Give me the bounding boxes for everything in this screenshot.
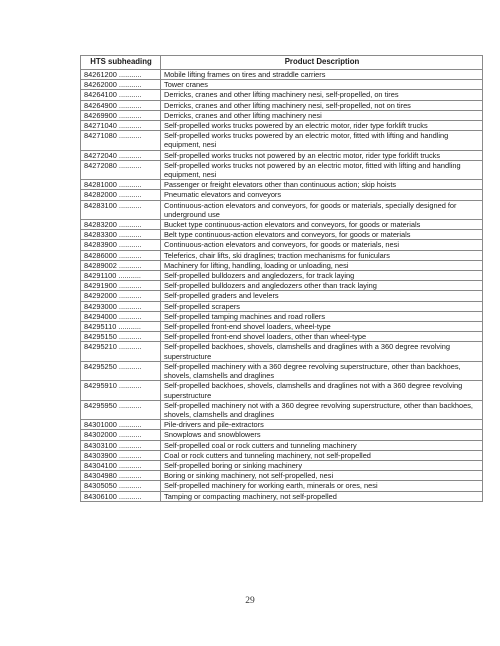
hts-code-cell: 84302000 ........... xyxy=(81,430,161,440)
hts-code-cell: 84283100 ........... xyxy=(81,200,161,219)
table-row xyxy=(81,281,483,291)
table-row xyxy=(81,271,483,281)
table-body xyxy=(81,70,483,502)
table-header xyxy=(81,56,483,70)
product-description-cell: Machinery for lifting, handling, loading or unloading, nesi xyxy=(161,260,483,270)
table-row xyxy=(81,322,483,332)
table-row xyxy=(81,450,483,460)
table-row xyxy=(81,481,483,491)
product-description-cell: Pile-drivers and pile-extractors xyxy=(161,420,483,430)
hts-code-cell: 84283300 ........... xyxy=(81,230,161,240)
product-description-cell: Self-propelled scrapers xyxy=(161,301,483,311)
hts-code-cell: 84303100 ........... xyxy=(81,440,161,450)
hts-code-cell: 84295110 ........... xyxy=(81,322,161,332)
table-row xyxy=(81,220,483,230)
hts-code-cell: 84295210 ........... xyxy=(81,342,161,361)
product-description-cell: Derricks, cranes and other lifting machinery nesi, self-propelled, on tires xyxy=(161,90,483,100)
table-row xyxy=(81,332,483,342)
hts-code-cell: 84271040 ........... xyxy=(81,121,161,131)
product-description-cell: Self-propelled front-end shovel loaders, wheel-type xyxy=(161,322,483,332)
product-description-cell: Self-propelled backhoes, shovels, clamshells and draglines with a 360 degree revolving superstructure xyxy=(161,342,483,361)
product-description-cell: Bucket type continuous-action elevators and conveyors, for goods or materials xyxy=(161,220,483,230)
product-description-cell: Self-propelled bulldozers and angledozers other than track laying xyxy=(161,281,483,291)
product-description-cell: Self-propelled backhoes, shovels, clamshells and draglines not with a 360 degree revolving superstructure xyxy=(161,381,483,400)
hts-code-cell: 84271080 ........... xyxy=(81,131,161,150)
product-description-cell: Self-propelled graders and levelers xyxy=(161,291,483,301)
table-row xyxy=(81,342,483,361)
hts-code-cell: 84262000 ........... xyxy=(81,80,161,90)
table-row xyxy=(81,400,483,419)
table-row xyxy=(81,311,483,321)
product-description-cell: Self-propelled boring or sinking machinery xyxy=(161,460,483,470)
table-row xyxy=(81,291,483,301)
hts-code-cell: 84295950 ........... xyxy=(81,400,161,419)
product-description-cell: Passenger or freight elevators other than continuous action; skip hoists xyxy=(161,180,483,190)
hts-code-cell: 84282000 ........... xyxy=(81,190,161,200)
product-description-cell: Pneumatic elevators and conveyors xyxy=(161,190,483,200)
table-row xyxy=(81,150,483,160)
hts-code-cell: 84295150 ........... xyxy=(81,332,161,342)
table-row xyxy=(81,440,483,450)
table-row xyxy=(81,190,483,200)
hts-code-cell: 84304100 ........... xyxy=(81,460,161,470)
hts-code-cell: 84289002 ........... xyxy=(81,260,161,270)
product-description-cell: Self-propelled works trucks powered by an electric motor, rider type forklift trucks xyxy=(161,121,483,131)
product-description-cell: Self-propelled tamping machines and road rollers xyxy=(161,311,483,321)
header-row xyxy=(81,56,483,70)
hts-code-cell: 84264100 ........... xyxy=(81,90,161,100)
hts-code-cell: 84295250 ........... xyxy=(81,361,161,380)
table-row xyxy=(81,160,483,179)
table-row xyxy=(81,491,483,501)
product-description-header: Product Description xyxy=(161,56,483,70)
product-description-cell: Teleferics, chair lifts, ski draglines; traction mechanisms for funiculars xyxy=(161,250,483,260)
table-row xyxy=(81,70,483,80)
table-row xyxy=(81,110,483,120)
table-row xyxy=(81,260,483,270)
table-row xyxy=(81,240,483,250)
table-row xyxy=(81,200,483,219)
hts-code-cell: 84283200 ........... xyxy=(81,220,161,230)
product-description-cell: Self-propelled coal or rock cutters and tunneling machinery xyxy=(161,440,483,450)
hts-code-cell: 84301000 ........... xyxy=(81,420,161,430)
product-description-cell: Self-propelled bulldozers and angledozers, for track laying xyxy=(161,271,483,281)
hts-code-cell: 84303900 ........... xyxy=(81,450,161,460)
product-description-cell: Self-propelled works trucks not powered by an electric motor, rider type forklift trucks xyxy=(161,150,483,160)
product-description-cell: Boring or sinking machinery, not self-propelled, nesi xyxy=(161,471,483,481)
table-row xyxy=(81,100,483,110)
table-row xyxy=(81,90,483,100)
product-description-cell: Mobile lifting frames on tires and straddle carriers xyxy=(161,70,483,80)
product-description-cell: Coal or rock cutters and tunneling machinery, not self-propelled xyxy=(161,450,483,460)
hts-code-cell: 84283900 ........... xyxy=(81,240,161,250)
hts-code-cell: 84261200 ........... xyxy=(81,70,161,80)
product-description-cell: Snowplows and snowblowers xyxy=(161,430,483,440)
table-row xyxy=(81,180,483,190)
hts-table xyxy=(80,55,483,502)
product-description-cell: Derricks, cranes and other lifting machinery nesi xyxy=(161,110,483,120)
table-row xyxy=(81,430,483,440)
hts-code-cell: 84305050 ........... xyxy=(81,481,161,491)
product-description-cell: Self-propelled works trucks not powered by an electric motor, fitted with lifting and handling equipment, nesi xyxy=(161,160,483,179)
hts-code-cell: 84294000 ........... xyxy=(81,311,161,321)
hts-code-cell: 84291900 ........... xyxy=(81,281,161,291)
table-row xyxy=(81,471,483,481)
hts-code-cell: 84304980 ........... xyxy=(81,471,161,481)
hts-code-cell: 84272040 ........... xyxy=(81,150,161,160)
hts-code-cell: 84286000 ........... xyxy=(81,250,161,260)
table-row xyxy=(81,361,483,380)
product-description-cell: Derricks, cranes and other lifting machinery nesi, self-propelled, not on tires xyxy=(161,100,483,110)
hts-subheading-header: HTS subheading xyxy=(81,56,161,70)
product-description-cell: Continuous-action elevators and conveyors, for goods or materials, specially designed for underground use xyxy=(161,200,483,219)
table-row xyxy=(81,80,483,90)
hts-code-cell: 84272080 ........... xyxy=(81,160,161,179)
table-row xyxy=(81,250,483,260)
product-description-cell: Belt type continuous-action elevators and conveyors, for goods or materials xyxy=(161,230,483,240)
table-row xyxy=(81,131,483,150)
product-description-cell: Self-propelled front-end shovel loaders, other than wheel-type xyxy=(161,332,483,342)
hts-code-cell: 84293000 ........... xyxy=(81,301,161,311)
hts-code-cell: 84281000 ........... xyxy=(81,180,161,190)
hts-code-cell: 84292000 ........... xyxy=(81,291,161,301)
product-description-cell: Self-propelled works trucks powered by an electric motor, fitted with lifting and handling equipment, nesi xyxy=(161,131,483,150)
product-description-cell: Tower cranes xyxy=(161,80,483,90)
table-row xyxy=(81,230,483,240)
table-row xyxy=(81,301,483,311)
hts-code-cell: 84269900 ........... xyxy=(81,110,161,120)
table-row xyxy=(81,121,483,131)
table-row xyxy=(81,381,483,400)
table-row xyxy=(81,460,483,470)
table-row xyxy=(81,420,483,430)
product-description-cell: Self-propelled machinery with a 360 degree revolving superstructure, other than backhoes, shovels, clamshells and draglines xyxy=(161,361,483,380)
product-description-cell: Self-propelled machinery for working earth, minerals or ores, nesi xyxy=(161,481,483,491)
hts-code-cell: 84295910 ........... xyxy=(81,381,161,400)
hts-code-cell: 84291100 ........... xyxy=(81,271,161,281)
page-number: 29 xyxy=(245,596,255,606)
hts-code-cell: 84306100 ........... xyxy=(81,491,161,501)
hts-code-cell: 84264900 ........... xyxy=(81,100,161,110)
product-description-cell: Tamping or compacting machinery, not self-propelled xyxy=(161,491,483,501)
product-description-cell: Self-propelled machinery not with a 360 degree revolving superstructure, other than backhoes, shovels, clamshells and draglines xyxy=(161,400,483,419)
product-description-cell: Continuous-action elevators and conveyors, for goods or materials, nesi xyxy=(161,240,483,250)
